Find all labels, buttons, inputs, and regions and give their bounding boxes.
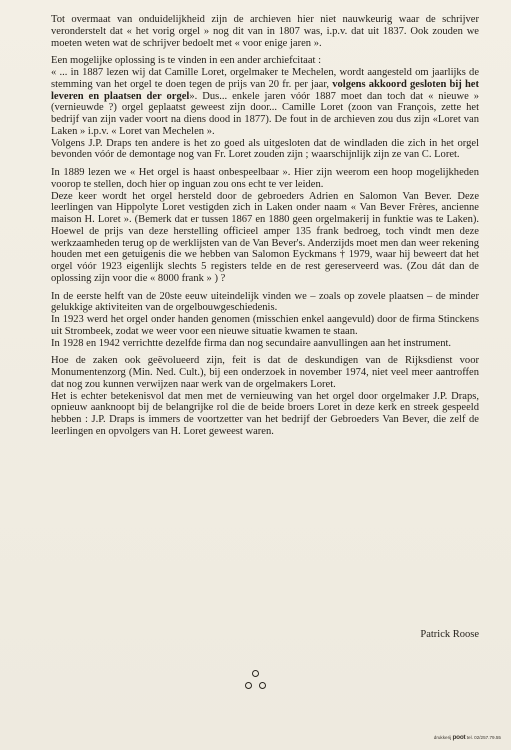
author-signature: Patrick Roose [420,629,479,640]
quote-text: « ... in 1887 lezen wij dat Camille Loret, orgelmaker te Mechelen, wordt aangesteld om jaarlijks de stemming van het orgel te doen tegen de prijs van 20 fr. per jaar, [51,67,479,90]
ornament-circle [259,682,266,689]
paragraph: Volgens J.P. Draps ten andere is het zo goed als uitgesloten dat de windladen die zich in het orgel bevonden vóór de demontage nog van Fr. Loret zouden zijn ; waarschijnlijk zijn ze van C. Loret. [51,137,479,161]
paragraph: In 1923 werd het orgel onder handen genomen (misschien enkel aangevuld) door de firma Stinckens uit Strombeek, zodat we weer voor een nieuwe situatie kwamen te staan. [51,314,479,337]
paragraph: Tot overmaat van onduidelijkheid zijn de archieven hier niet nauwkeurig waar de schrijver veronderstelt dat « het vorig orgel » nog dit van in 1807 was, i.p.v. dat uit 1837. Ook zouden we moeten weten wat de schrijver bedoelt met « voor enige jaren ». [51,14,479,49]
ornament-circle [245,682,252,689]
printer-brand: poot [452,734,466,741]
paragraph-quote [51,67,479,138]
three-circles-ornament-icon [244,670,268,694]
quote-text-cont: ». Dus... enkele jaren vóór 1887 moet dan toch dat « nieuwe » (vernieuwde ?) orgel geplaatst geweest zijn door... Camille Loret (zoon van François, zette het bedrijf van zijn vader voort na diens dood in 1877). De fout in de archieven zou dus zijn «Loret van Laken » i.p.v. « Loret van Mechelen ». [51,90,479,137]
paragraph: Een mogelijke oplossing is te vinden in een ander archiefcitaat : [51,55,322,67]
printer-imprint [434,734,501,741]
printer-prefix: drukkerij [433,735,452,740]
paragraph: Hoe de zaken ook geëvolueerd zijn, feit is dat de deskundigen van de Rijksdienst voor Monumentenzorg (Min. Ned. Cult.), bij een onderzoek in november 1974, niet veel meer aantroffen dat nog zou kunnen verwijzen naar werk van de orgelmakers Loret. [51,355,479,390]
paragraph: In de eerste helft van de 20ste eeuw uiteindelijk vinden we – zoals op zovele plaatsen – de minder gelukkige aktiviteiten van de orgelbouwgeschiedenis. [51,290,479,314]
article-body [51,14,479,444]
paragraph: Het is echter betekenisvol dat men met de vernieuwing van het orgel door orgelmaker J.P. Draps, opnieuw aanknoopt bij de belangrijke rol die de beide broers Loret in deze kerk en streek gespeeld hebben : J.P. Draps is immers de voortzetter van het bedrijf der Gebroeders Van Bever, die zelf de leerlingen en opvolgers van H. Loret geweest waren. [51,390,479,437]
paragraph: In 1889 lezen we « Het orgel is haast onbespeelbaar ». Hier zijn weerom een hoop mogelijkheden voorop te stellen, doch hier op inguan zou ons echt te ver leiden. [51,167,479,190]
paragraph: In 1928 en 1942 verrichtte dezelfde firma dan nog secundaire aanvullingen aan het instrument. [51,337,452,349]
paragraph: Deze keer wordt het orgel hersteld door de gebroeders Adrien en Salomon Van Bever. Deze leerlingen van Hippolyte Loret vestigden zich in Laken onder naam « Van Bever Frères, ancienne maison H. Loret ». (Bemerk dat er tussen 1867 en 1880 geen orgelmakerij in funktie was te Laken). Hoewel de prijs van deze herstelling officieel amper 135 frank bedroeg, toch vindt men deze werkzaamheden terug op de werklijsten van de Van Bever's. Anderzijds moet men dan weer rekening houden met een getuigenis die we hebben van Salomon Eyckmans † 1979, waar hij beweert dat het orgel vóór 1923 eigenlijk slechts 5 registers telde en de rest gereserveerd was. (Zou dát dan de oplossing zijn voor die « 8000 frank » ) ? [51,190,479,284]
quote-bold-text: volgens akkoord gesloten bij het leveren en plaatsen der orgel [51,78,480,102]
printer-phone: tel. 02/257.79.55 [466,735,501,740]
ornament-circle [252,670,259,677]
